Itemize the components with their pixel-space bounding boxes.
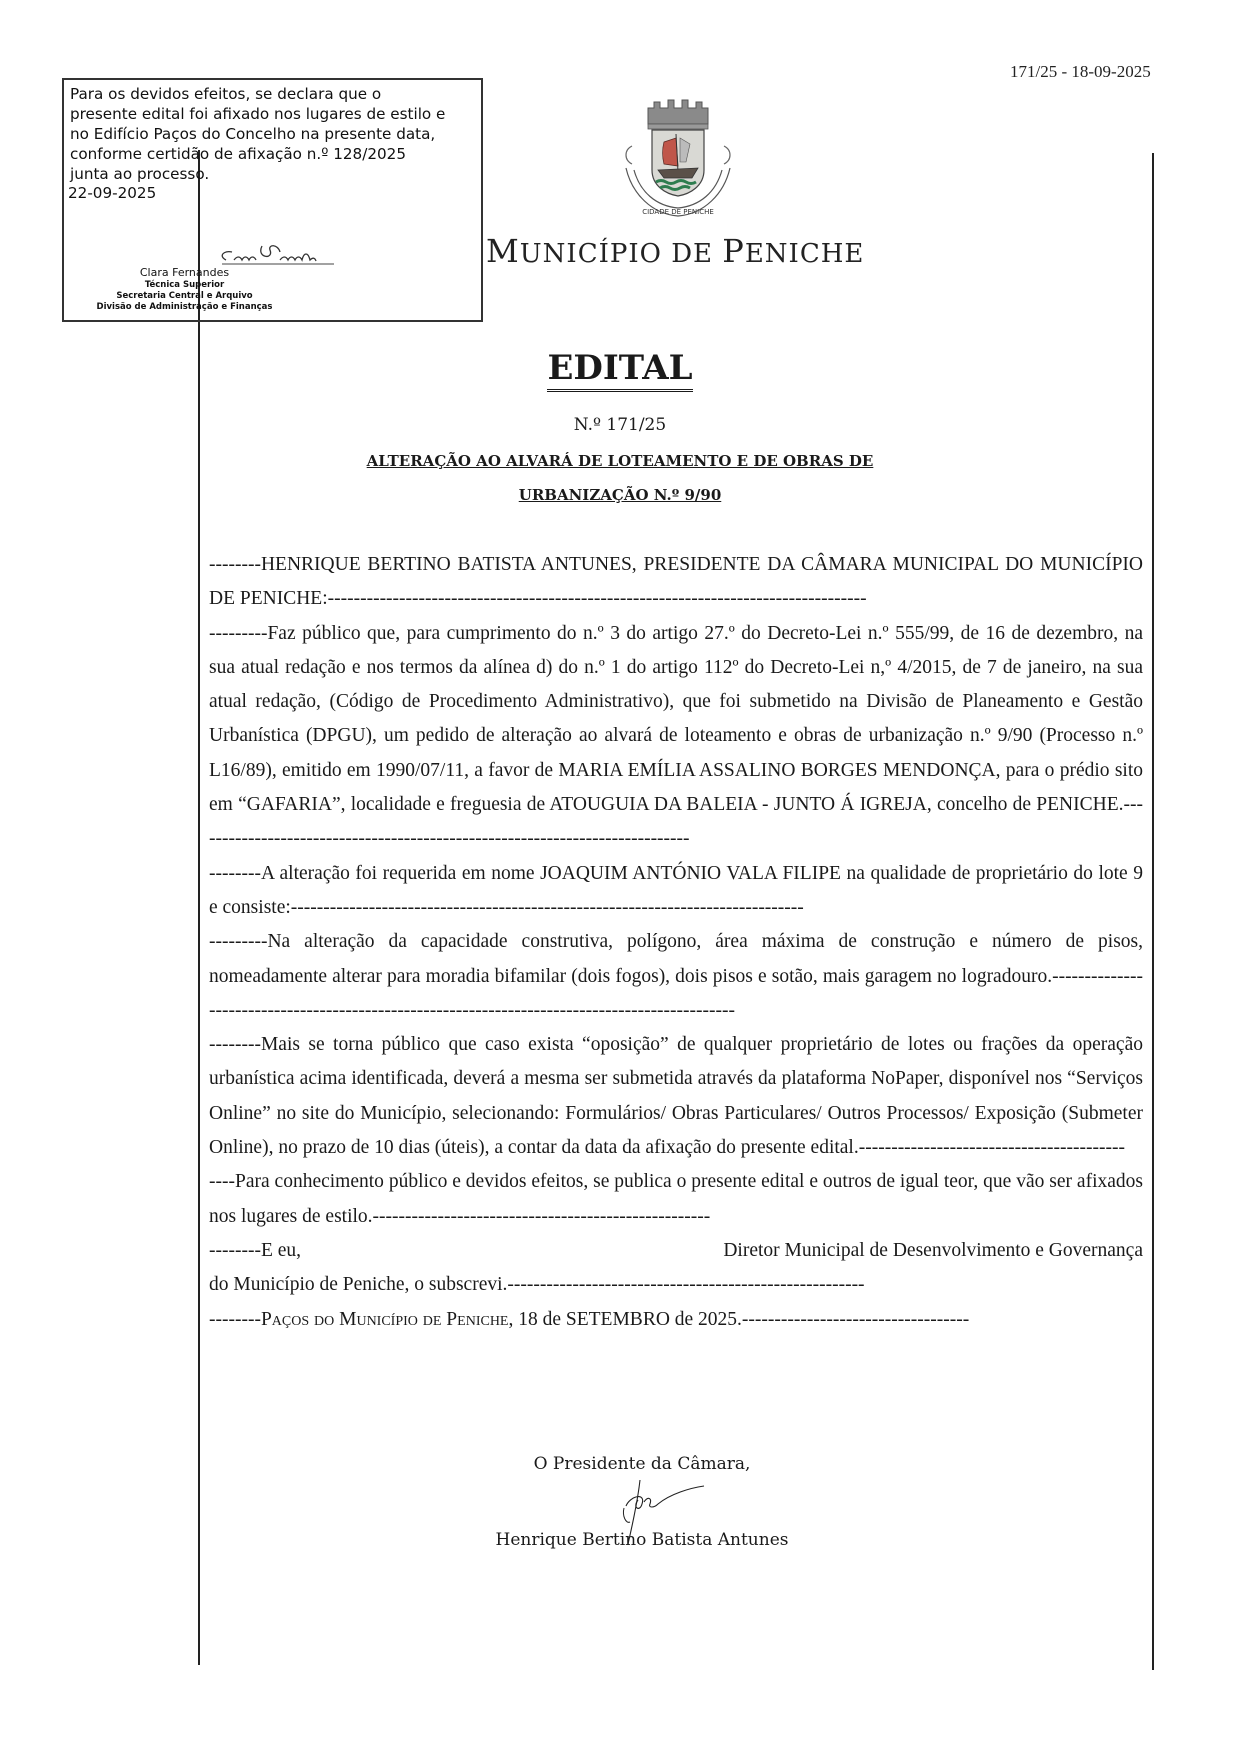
stamp-line: conforme certidão de afixação n.º 128/2025 [70,145,406,163]
subscription-end: do Município de Peniche, o subscrevi.------------------------------------------------------- [209,1274,865,1296]
subscription-line [209,1234,1143,1268]
heading-text: EDITAL [547,348,692,392]
crest-motto: CIDADE DE PENICHE [642,208,714,216]
stamp-signer-role: Técnica Superior [144,280,225,290]
closing-dashes: -------- [209,1308,261,1330]
subscription-prefix: --------E eu, [209,1239,302,1261]
stamp-line: Para os devidos efeitos, se declara que o [70,85,382,103]
body-paragraph: ----Para conhecimento público e devidos efeitos, se publica o presente edital e outros de igual teor, que vão ser afixados nos lugares de estilo.---------------------------------------------------- [209,1171,1143,1227]
stamp-declaration [70,84,445,184]
signatory-name: Henrique Bertino Batista Antunes [495,1530,789,1550]
posting-certificate-stamp [62,78,483,322]
edital-body [209,548,1143,1337]
stamp-line: junta ao processo. [70,165,210,183]
body-paragraph: --------HENRIQUE BERTINO BATISTA ANTUNES, PRESIDENTE DA CÂMARA MUNICIPAL DO MUNICÍPIO DE PENICHE:----------------------------------------------------------------------------------- [209,554,1143,610]
stamp-line: no Edifício Paços do Concelho na presente data, [70,125,436,143]
closing-date: , 18 de SETEMBRO de 2025.----------------------------------- [508,1308,970,1330]
stamp-signer-unit: Secretaria Central e Arquivo [116,291,253,301]
stamp-signer-name: Clara Fernandes [139,266,230,279]
stamp-line: presente edital foi afixado nos lugares de estilo e [70,105,446,123]
document-reference: 171/25 - 18-09-2025 [1010,62,1151,81]
body-paragraph: --------A alteração foi requerida em nome JOAQUIM ANTÓNIO VALA FILIPE na qualidade de proprietário do lote 9 e consiste:------------------------------------------------------------------------------- [209,862,1143,918]
document-heading [0,348,1240,388]
body-paragraph: --------Mais se torna público que caso exista “oposição” de qualquer proprietário de lotes ou frações da operação urbanística acima identificada, deverá a mesma ser submetida através da plataforma NoPaper, disponível nos “Serviços Online” no site do Município, selecionando: Formulários/ Obras Particulares/ Outros Processos/ Exposição (Submeter Online), no prazo de 10 dias (úteis), a contar da data da afixação do presente edital.----------------------------------------- [209,1034,1143,1159]
closing-line [209,1303,1143,1337]
signatory-title: O Presidente da Câmara, [533,1454,751,1474]
handwritten-signature-icon [204,238,344,268]
muni-initial: P [722,232,745,270]
municipality-name [486,232,864,270]
coat-of-arms-icon [612,98,742,226]
body-paragraph: ---------Faz público que, para cumprimento do n.º 3 do artigo 27.º do Decreto-Lei n.º 555/99, de 16 de dezembro, na sua atual redação e nos termos da alínea d) do n.º 1 do artigo 112º do Decreto-Lei n,º 4/2015, de 7 de janeiro, na sua atual redação, (Código de Procedimento Administrativo), que foi submetido na Divisão de Planeamento e Gestão Urbanística (DPGU), um pedido de alteração ao alvará de loteamento e obras de urbanização n.º 9/90 (Processo n.º L16/89), emitido em 1990/07/11, a favor de MARIA EMÍLIA ASSALINO BORGES MENDONÇA, para o prédio sito em “GAFARIA”, localidade e freguesia de ATOUGUIA DA BALEIA - JUNTO Á IGREJA, concelho de PENICHE.----------------------------------------------------------------------------- [209,622,1143,850]
stamp-date: 22-09-2025 [68,184,157,202]
subscription-role: Diretor Municipal de Desenvolvimento e Governança [723,1239,1143,1261]
edital-number: N.º 171/25 [573,415,667,435]
muni-part: UNICÍPIO DE [519,239,723,269]
edital-subtitle-line2: URBANIZAÇÃO N.º 9/90 [518,486,722,504]
muni-initial: M [486,232,520,270]
stamp-signer-division: Divisão de Administração e Finanças [96,302,273,312]
closing-place: Paços do Município de Peniche [260,1308,509,1330]
muni-part: ENICHE [744,239,865,269]
edital-subtitle-line1: ALTERAÇÃO AO ALVARÁ DE LOTEAMENTO E DE OBRAS DE [366,452,874,470]
body-paragraph: ---------Na alteração da capacidade construtiva, polígono, área máxima de construção e número de pisos, nomeadamente alterar para moradia bifamilar (dois fogos), dois pisos e sotão, mais garagem no logradouro.----------------------------------------------------------------------------------------------- [209,931,1143,1021]
